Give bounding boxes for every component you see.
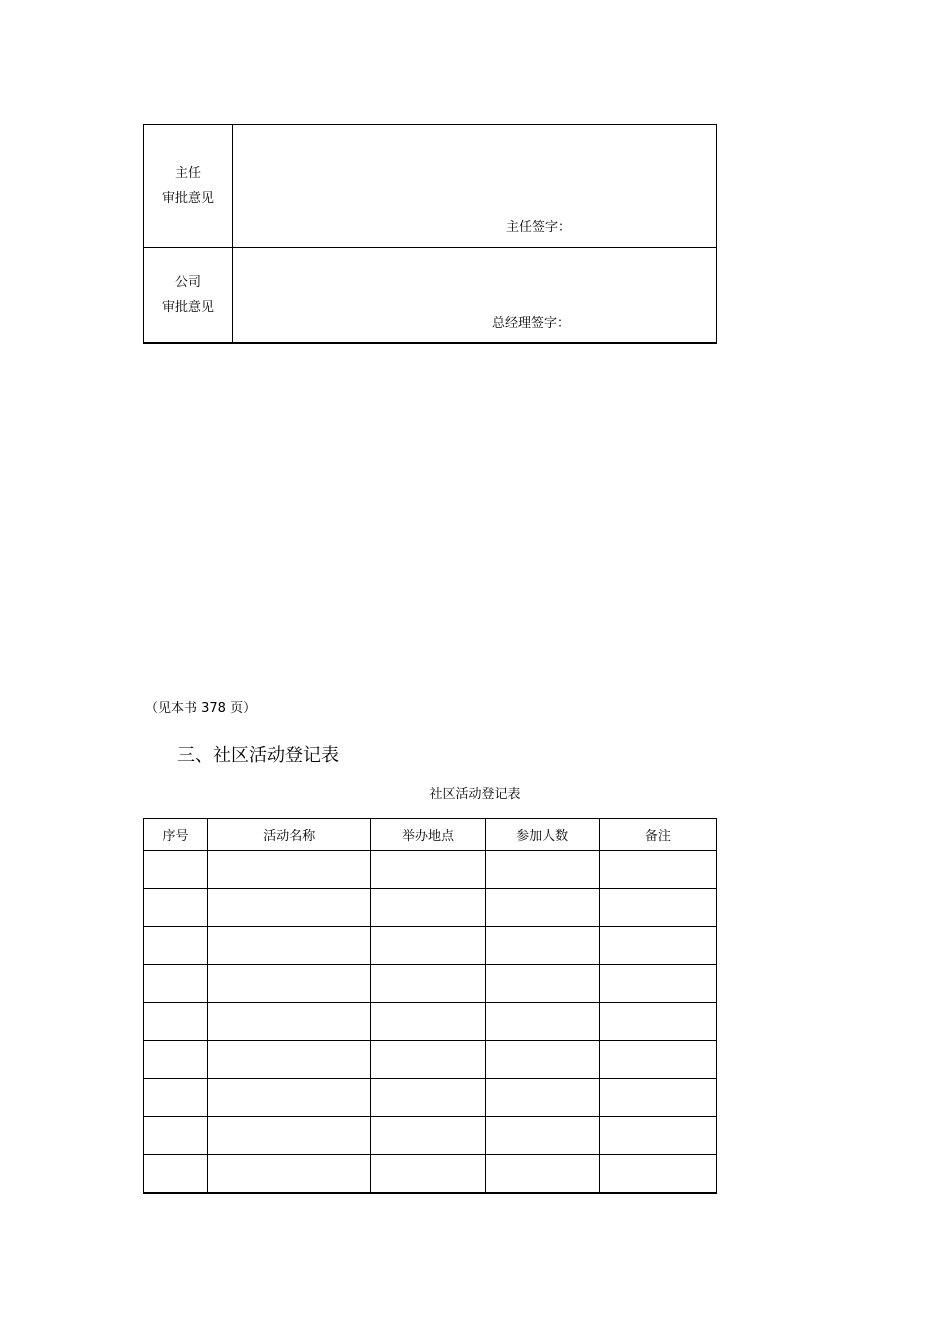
cell-serial-number[interactable] — [144, 927, 208, 965]
table-row — [144, 851, 717, 889]
cell-serial-number[interactable] — [144, 1117, 208, 1155]
header-venue: 举办地点 — [371, 819, 485, 851]
cell-participant-count[interactable] — [485, 851, 599, 889]
activity-register-table — [143, 818, 717, 1194]
header-remarks: 备注 — [599, 819, 716, 851]
cell-remarks[interactable] — [599, 1117, 716, 1155]
approval-table — [143, 124, 717, 344]
cell-remarks[interactable] — [599, 965, 716, 1003]
cell-activity-name[interactable] — [208, 1155, 371, 1193]
cell-participant-count[interactable] — [485, 1079, 599, 1117]
cell-participant-count[interactable] — [485, 927, 599, 965]
cell-venue[interactable] — [371, 1003, 485, 1041]
table-row — [144, 1117, 717, 1155]
director-signature-label: 主任签字： — [506, 220, 572, 235]
director-label-line-2: 审批意见 — [161, 191, 214, 206]
cell-activity-name[interactable] — [208, 889, 371, 927]
company-approval-field[interactable] — [233, 248, 717, 343]
register-table-body — [144, 851, 717, 1193]
table-header-row — [144, 819, 717, 851]
cell-participant-count[interactable] — [485, 889, 599, 927]
cell-venue[interactable] — [371, 1155, 485, 1193]
cell-venue[interactable] — [371, 1117, 485, 1155]
cell-serial-number[interactable] — [144, 1003, 208, 1041]
cell-remarks[interactable] — [599, 889, 716, 927]
cell-venue[interactable] — [371, 965, 485, 1003]
page-reference: （见本书 378 页） — [145, 701, 257, 716]
cell-remarks[interactable] — [599, 851, 716, 889]
cell-serial-number[interactable] — [144, 1041, 208, 1079]
table-row — [144, 889, 717, 927]
cell-activity-name[interactable] — [208, 851, 371, 889]
cell-participant-count[interactable] — [485, 965, 599, 1003]
cell-remarks[interactable] — [599, 1079, 716, 1117]
cell-participant-count[interactable] — [485, 1155, 599, 1193]
table-row — [144, 1079, 717, 1117]
table-row — [144, 927, 717, 965]
cell-venue[interactable] — [371, 927, 485, 965]
cell-participant-count[interactable] — [485, 1003, 599, 1041]
cell-venue[interactable] — [371, 1079, 485, 1117]
company-approval-label — [144, 248, 233, 343]
cell-activity-name[interactable] — [208, 965, 371, 1003]
company-label-line-1: 公司 — [174, 274, 201, 290]
director-approval-field[interactable] — [233, 125, 717, 248]
cell-serial-number[interactable] — [144, 965, 208, 1003]
cell-venue[interactable] — [371, 1041, 485, 1079]
company-approval-row — [144, 248, 717, 343]
cell-serial-number[interactable] — [144, 1079, 208, 1117]
cell-remarks[interactable] — [599, 1155, 716, 1193]
cell-serial-number[interactable] — [144, 851, 208, 889]
header-participant-count: 参加人数 — [485, 819, 599, 851]
cell-participant-count[interactable] — [485, 1041, 599, 1079]
cell-serial-number[interactable] — [144, 1155, 208, 1193]
header-activity-name: 活动名称 — [208, 819, 371, 851]
manager-signature-label: 总经理签字： — [492, 316, 571, 331]
table-row — [144, 965, 717, 1003]
cell-serial-number[interactable] — [144, 889, 208, 927]
cell-venue[interactable] — [371, 851, 485, 889]
cell-activity-name[interactable] — [208, 1117, 371, 1155]
section-heading: 三、社区活动登记表 — [177, 745, 339, 766]
table-row — [144, 1155, 717, 1193]
cell-participant-count[interactable] — [485, 1117, 599, 1155]
cell-venue[interactable] — [371, 889, 485, 927]
cell-remarks[interactable] — [599, 927, 716, 965]
cell-activity-name[interactable] — [208, 927, 371, 965]
director-approval-label — [144, 125, 233, 248]
table-row — [144, 1003, 717, 1041]
table-caption: 社区活动登记表 — [429, 787, 521, 802]
company-label-line-2: 审批意见 — [161, 299, 214, 315]
director-approval-row — [144, 125, 717, 248]
cell-remarks[interactable] — [599, 1003, 716, 1041]
cell-activity-name[interactable] — [208, 1003, 371, 1041]
cell-activity-name[interactable] — [208, 1079, 371, 1117]
director-label-line-1: 主任 — [174, 166, 201, 181]
table-row — [144, 1041, 717, 1079]
header-serial-number: 序号 — [144, 819, 208, 851]
cell-activity-name[interactable] — [208, 1041, 371, 1079]
cell-remarks[interactable] — [599, 1041, 716, 1079]
